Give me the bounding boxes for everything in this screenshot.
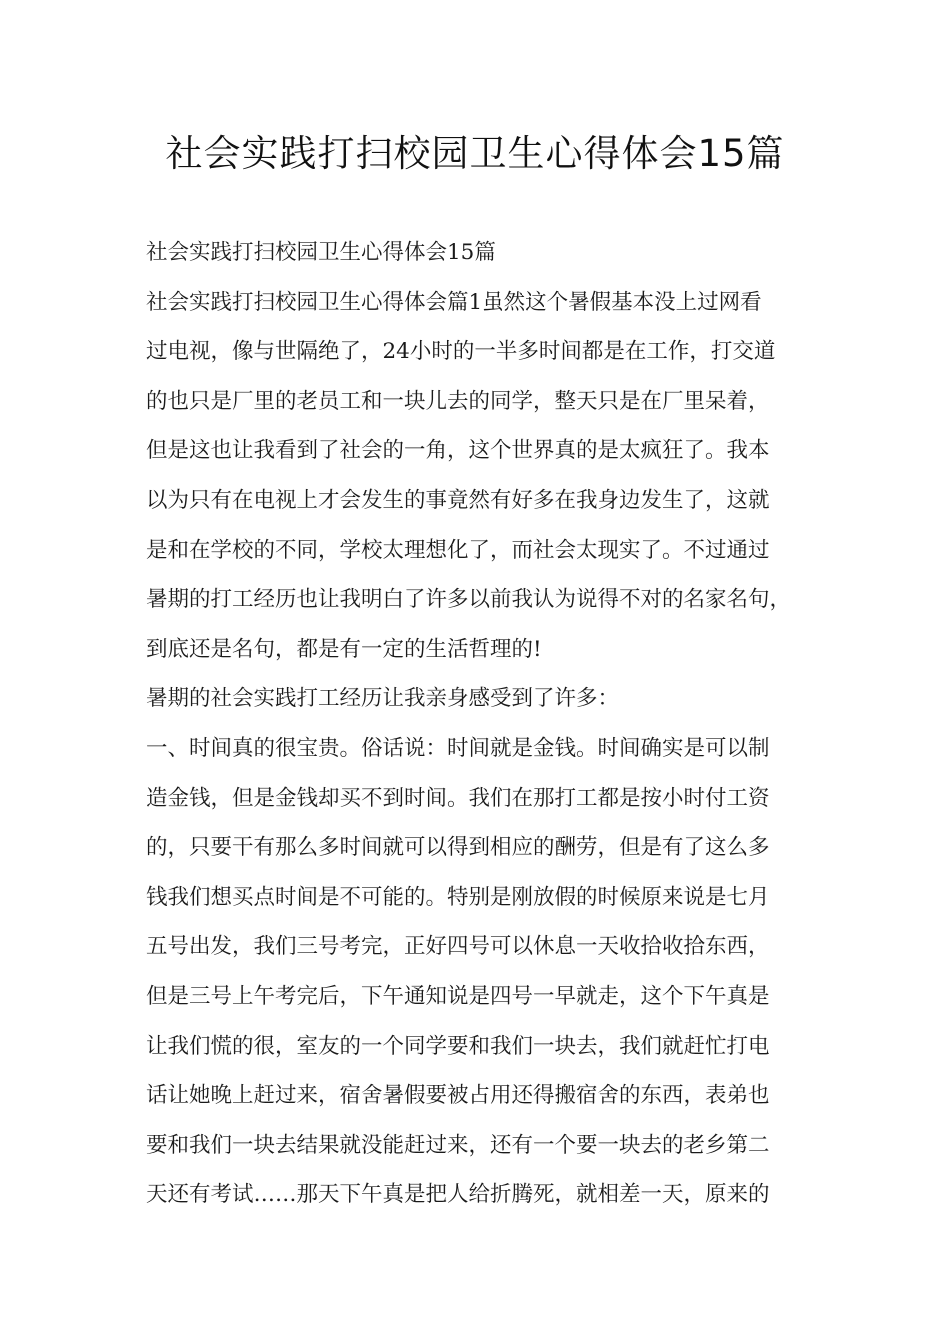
text-line: 但是三号上午考完后，下午通知说是四号一早就走，这个下午真是 <box>146 983 770 1009</box>
text-line: 话让她晚上赶过来，宿舍暑假要被占用还得搬宿舍的东西，表弟也 <box>146 1083 770 1109</box>
text-line: 造金钱，但是金钱却买不到时间。我们在那打工都是按小时付工资 <box>146 785 770 811</box>
text-line: 但是这也让我看到了社会的一角，这个世界真的是太疯狂了。我本 <box>146 438 770 464</box>
text-line: 过电视，像与世隔绝了，24小时的一半多时间都是在工作，打交道 <box>146 339 776 365</box>
text-line: 的，只要干有那么多时间就可以得到相应的酬劳，但是有了这么多 <box>146 835 770 861</box>
text-line: 五号出发，我们三号考完，正好四号可以休息一天收拾收拾东西， <box>146 934 770 960</box>
text-line: 暑期的打工经历也让我明白了许多以前我认为说得不对的名家名句， <box>146 587 792 613</box>
text-line: 以为只有在电视上才会发生的事竟然有好多在我身边发生了，这就 <box>146 487 770 513</box>
text-line: 是和在学校的不同，学校太理想化了，而社会太现实了。不过通过 <box>146 537 770 563</box>
text-line: 暑期的社会实践打工经历让我亲身感受到了许多： <box>146 686 620 712</box>
text-line: 的也只是厂里的老员工和一块儿去的同学，整天只是在厂里呆着， <box>146 388 770 414</box>
text-line: 到底还是名句，都是有一定的生活哲理的! <box>146 636 542 662</box>
text-line: 天还有考试……那天下午真是把人给折腾死，就相差一天，原来的 <box>146 1182 770 1208</box>
document-title: 社会实践打扫校园卫生心得体会15篇 <box>165 132 785 175</box>
text-line: 钱我们想买点时间是不可能的。特别是刚放假的时候原来说是七月 <box>146 884 770 910</box>
text-line: 社会实践打扫校园卫生心得体会15篇 <box>146 240 496 265</box>
text-line: 一、时间真的很宝贵。俗话说：时间就是金钱。时间确实是可以制 <box>146 735 770 761</box>
text-line: 要和我们一块去结果就没能赶过来，还有一个要一块去的老乡第二 <box>146 1132 770 1158</box>
document-body <box>146 228 816 1220</box>
text-line: 社会实践打扫校园卫生心得体会篇1虽然这个暑假基本没上过网看 <box>146 289 762 315</box>
text-line: 让我们慌的很，室友的一个同学要和我们一块去，我们就赶忙打电 <box>146 1033 770 1059</box>
